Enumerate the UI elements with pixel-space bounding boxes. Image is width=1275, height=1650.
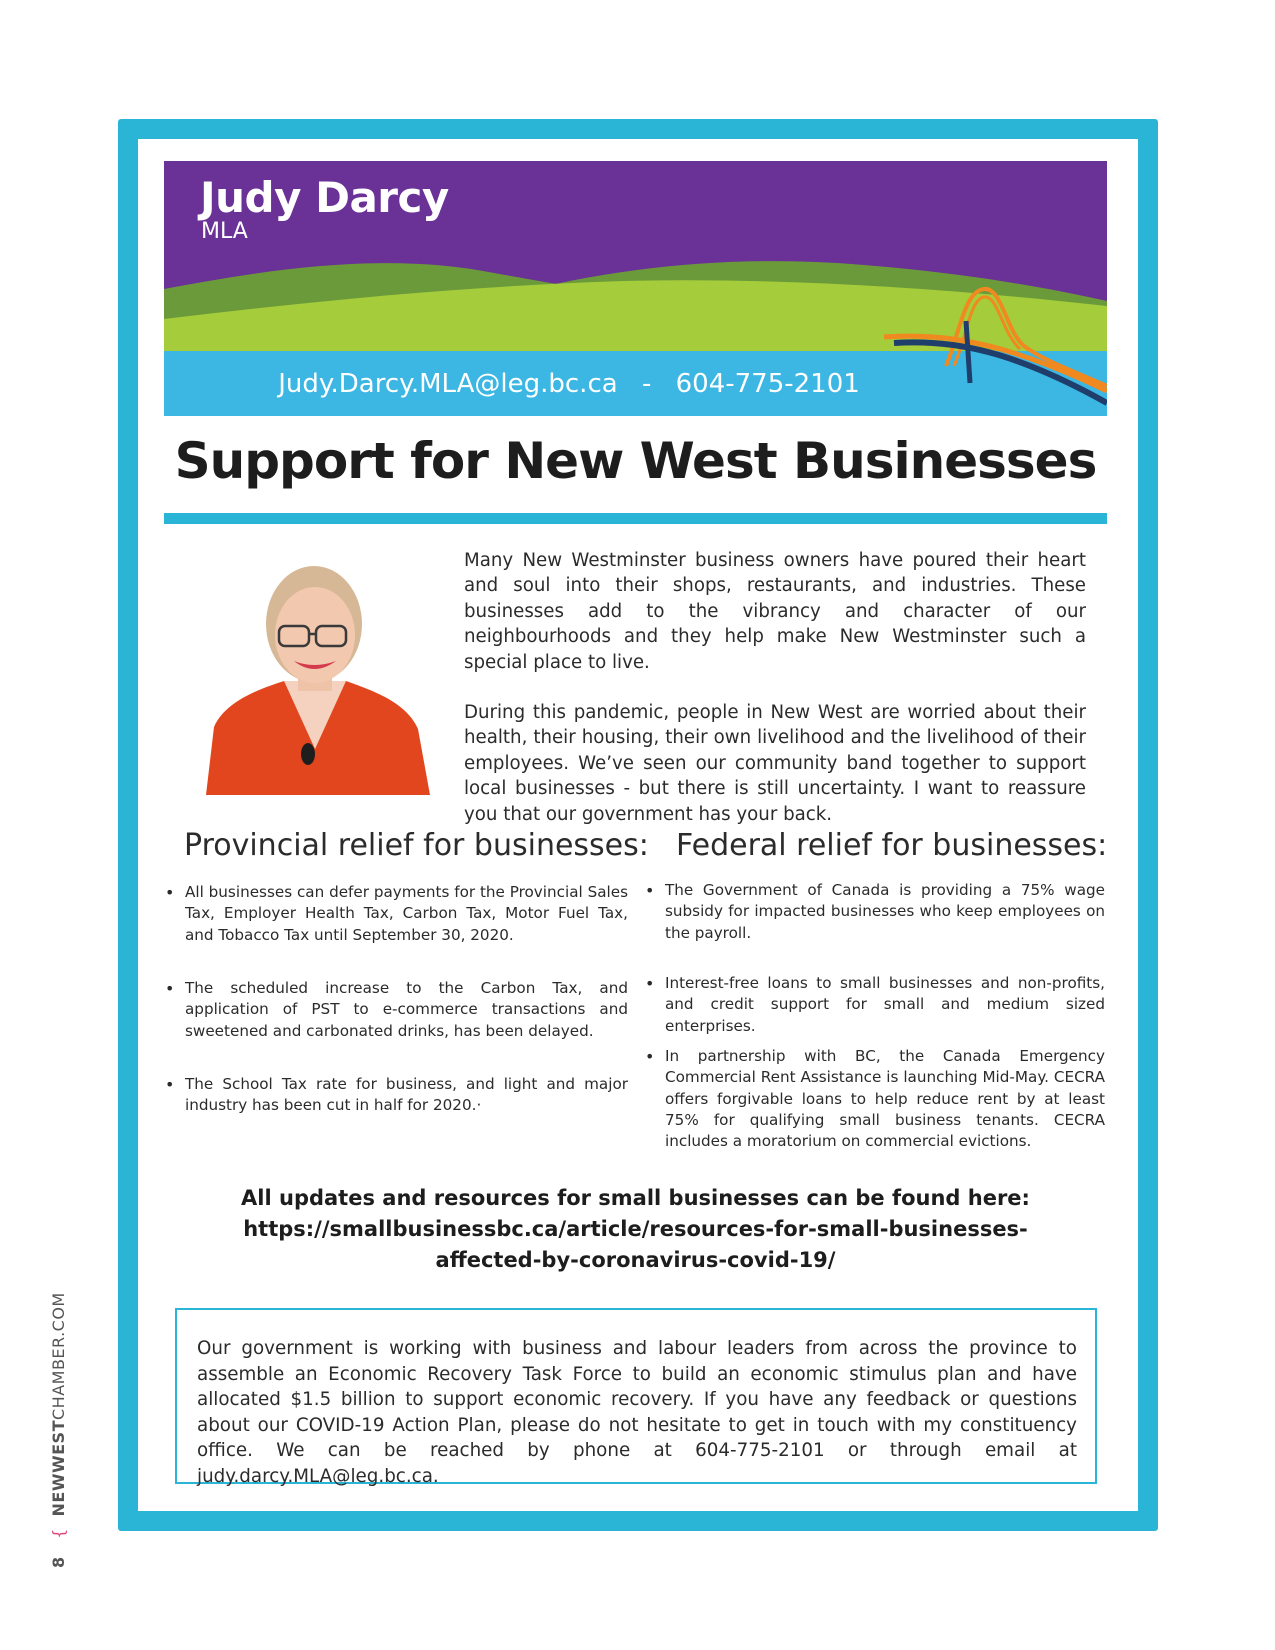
provincial-heading: Provincial relief for businesses: (184, 828, 649, 863)
title-divider (164, 513, 1107, 524)
provincial-item-3: • The School Tax rate for business, and light and major industry has been cut in half for 2020.· (165, 1074, 628, 1117)
portrait-illustration (196, 549, 434, 795)
page-number: 8 (49, 1556, 68, 1568)
federal-item-2: • Interest-free loans to small businesses and non-profits, and credit support for small and medium sized enterprises. (645, 973, 1105, 1037)
brace-glyph: { (49, 1528, 68, 1539)
updates-heading: All updates and resources for small businesses can be found here: (241, 1186, 1030, 1210)
feedback-text: Our government is working with business and labour leaders from across the province to assemble an Economic Recovery Task Force to build an economic stimulus plan and have allocated $1.5 billion to support economic recovery. If you have any feedback or questions about our COVID-19 Action Plan, please do not hesitate to get in touch with my constituency office. We can be reached by phone at 604-775-2101 or through email at judy.darcy.MLA@leg.bc.ca. (197, 1338, 1077, 1487)
banner-name: Judy Darcy (200, 173, 449, 222)
portrait-photo (196, 549, 434, 795)
intro-text (464, 548, 1086, 852)
banner-email[interactable]: Judy.Darcy.MLA@leg.bc.ca (278, 369, 618, 399)
page-title: Support for New West Businesses (174, 432, 1097, 490)
site-name-bold[interactable]: NEWWEST (49, 1420, 68, 1517)
intro-paragraph-1: Many New Westminster business owners have poured their heart and soul into their shops, restaurants, and industries. These businesses add to the vibrancy and character of our neighbourhoods and they help make New Westminster such a special place to live. (464, 550, 1086, 673)
federal-item-3: • In partnership with BC, the Canada Emergency Commercial Rent Assistance is launching Mid-May. CECRA offers forgivable loans to help reduce rent by at least 75% for qualifying small business tenants. CECRA includes a moratorium on commercial evictions. (645, 1046, 1105, 1152)
banner-phone[interactable]: 604-775-2101 (675, 369, 860, 399)
banner-role: MLA (201, 219, 248, 244)
feedback-box (175, 1308, 1097, 1487)
federal-heading: Federal relief for businesses: (676, 828, 1108, 863)
intro-paragraph-2: During this pandemic, people in New West are worried about their health, their housing, their own livelihood and the livelihood of their employees. We’ve seen our community band together to support local businesses - but there is still uncertainty. I want to reassure you that our government has your back. (464, 702, 1086, 825)
updates-callout (164, 1183, 1107, 1276)
provincial-item-2: • The scheduled increase to the Carbon Tax, and application of PST to e-commerce transactions and sweetened and carbonated drinks, has been delayed. (165, 978, 628, 1042)
federal-item-1: • The Government of Canada is providing a 75% wage subsidy for impacted businesses who keep employees on the payroll. (645, 880, 1105, 944)
banner-separator: - (641, 369, 652, 399)
provincial-item-1: • All businesses can defer payments for the Provincial Sales Tax, Employer Health Tax, Carbon Tax, Motor Fuel Tax, and Tobacco Tax until September 30, 2020. (165, 882, 628, 946)
banner-contact (164, 369, 974, 399)
page-footer (49, 1292, 68, 1568)
updates-link[interactable]: https://smallbusinessbc.ca/article/resources-for-small-businesses-affected-by-coronavirus-covid-19/ (243, 1217, 1028, 1272)
site-name-rest[interactable]: CHAMBER.COM (49, 1292, 68, 1420)
header-banner (164, 161, 1107, 416)
